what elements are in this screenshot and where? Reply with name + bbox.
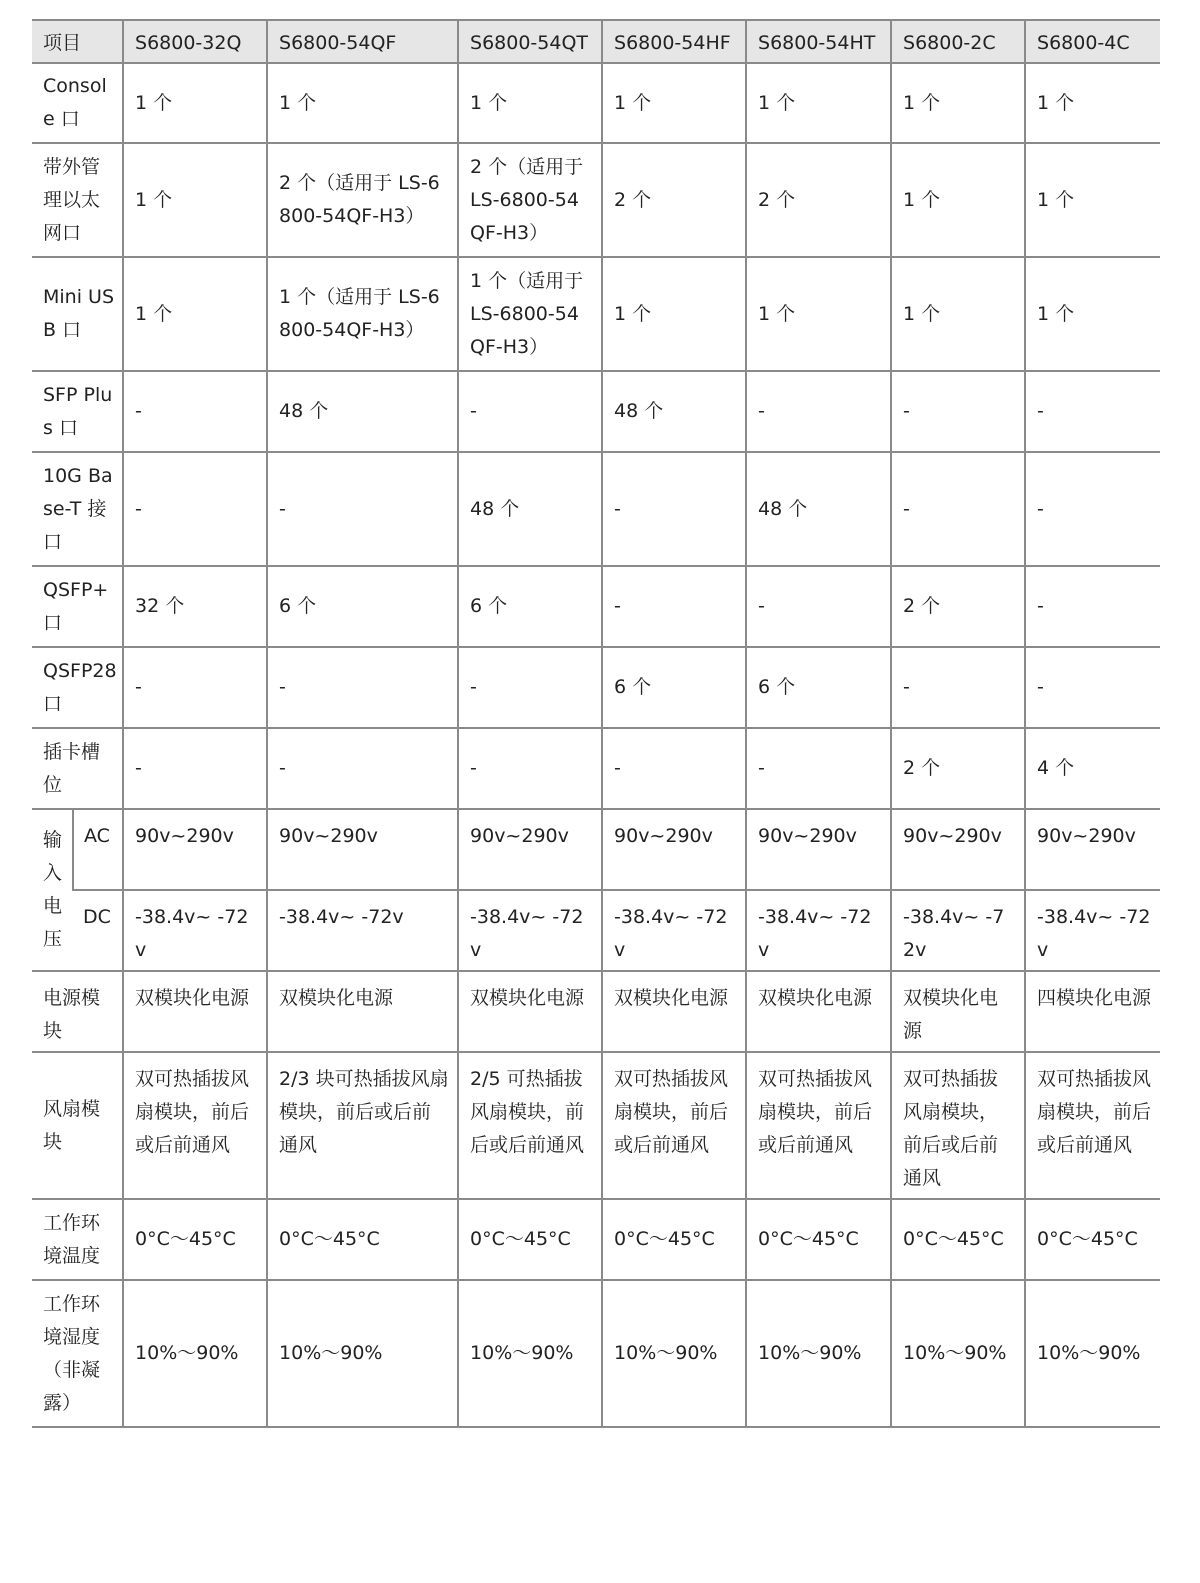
row-sublabel-ac: AC [73, 809, 123, 890]
table-row [32, 1052, 1160, 1199]
header-row [32, 20, 1160, 63]
table-cell: 1 个 [1025, 63, 1160, 143]
header-cell-model: S6800-2C [891, 20, 1025, 63]
table-cell: 6 个 [602, 647, 746, 728]
table-cell: 1 个（适用于 LS-6800-54QF-H3） [267, 257, 458, 371]
header-cell-model: S6800-32Q [123, 20, 267, 63]
table-cell: 1 个 [746, 63, 891, 143]
table-cell: -38.4v~ -72v [267, 890, 458, 971]
table-cell: - [1025, 371, 1160, 452]
table-cell: 90v~290v [891, 809, 1025, 890]
row-label: 风扇模块 [32, 1052, 123, 1199]
table-cell: 双模块化电源 [267, 971, 458, 1052]
table-cell: 1 个 [123, 63, 267, 143]
table-cell: 10%～90% [123, 1280, 267, 1427]
table-cell: 2 个（适用于 LS-6800-54QF-H3） [267, 143, 458, 257]
table-cell: 双模块化电源 [891, 971, 1025, 1052]
table-cell: 10%～90% [746, 1280, 891, 1427]
table-cell: -38.4v~ -72v [458, 890, 602, 971]
table-cell: 双可热插拔风扇模块，前后或后前通风 [1025, 1052, 1160, 1199]
row-label: 带外管理以太网口 [32, 143, 123, 257]
table-cell: 10%～90% [267, 1280, 458, 1427]
table-cell: 双模块化电源 [746, 971, 891, 1052]
table-cell: 90v~290v [123, 809, 267, 890]
table-cell: - [267, 647, 458, 728]
table-cell: 双模块化电源 [458, 971, 602, 1052]
table-row [32, 1199, 1160, 1280]
table-cell: 2/3 块可热插拔风扇模块，前后或后前通风 [267, 1052, 458, 1199]
table-cell: 48 个 [602, 371, 746, 452]
table-row [32, 728, 1160, 809]
table-cell: 1 个 [1025, 143, 1160, 257]
table-row-voltage-dc [32, 890, 1160, 971]
table-cell: 双模块化电源 [602, 971, 746, 1052]
table-cell: - [602, 452, 746, 566]
table-cell: 1 个 [891, 63, 1025, 143]
table-cell: -38.4v~ -72v [1025, 890, 1160, 971]
table-cell: - [746, 566, 891, 647]
table-cell: 2 个 [746, 143, 891, 257]
table-cell: - [123, 452, 267, 566]
table-row [32, 63, 1160, 143]
table-cell: 10%～90% [1025, 1280, 1160, 1427]
table-cell: 6 个 [267, 566, 458, 647]
table-cell: - [746, 728, 891, 809]
row-label: 电源模块 [32, 971, 123, 1052]
table-cell: 48 个 [746, 452, 891, 566]
table-cell: - [267, 728, 458, 809]
table-cell: 2 个 [891, 566, 1025, 647]
table-cell: 双模块化电源 [123, 971, 267, 1052]
table-cell: - [602, 566, 746, 647]
table-cell: 1 个 [123, 257, 267, 371]
table-cell: - [1025, 647, 1160, 728]
table-cell: - [746, 371, 891, 452]
table-cell: 1 个 [891, 257, 1025, 371]
table-cell: - [891, 647, 1025, 728]
table-cell: 双可热插拔风扇模块，前后或后前通风 [891, 1052, 1025, 1199]
table-cell: 0°C～45°C [1025, 1199, 1160, 1280]
header-cell-item: 项目 [32, 20, 123, 63]
table-cell: 2 个 [891, 728, 1025, 809]
row-sublabel-dc: DC [73, 890, 123, 971]
row-label: Console 口 [32, 63, 123, 143]
table-cell: 90v~290v [602, 809, 746, 890]
table-cell: 双可热插拔风扇模块，前后或后前通风 [602, 1052, 746, 1199]
table-cell: 48 个 [458, 452, 602, 566]
table-cell: 90v~290v [746, 809, 891, 890]
table-row-voltage-ac [32, 809, 1160, 890]
table-cell: - [1025, 566, 1160, 647]
table-cell: 1 个 [267, 63, 458, 143]
table-cell: 90v~290v [267, 809, 458, 890]
table-cell: 四模块化电源 [1025, 971, 1160, 1052]
table-cell: 1 个（适用于 LS-6800-54QF-H3） [458, 257, 602, 371]
header-cell-model: S6800-54HT [746, 20, 891, 63]
table-cell: 0°C～45°C [746, 1199, 891, 1280]
table-cell: - [891, 371, 1025, 452]
header-cell-model: S6800-4C [1025, 20, 1160, 63]
table-cell: - [891, 452, 1025, 566]
row-label: 10G Base-T 接口 [32, 452, 123, 566]
table-row [32, 452, 1160, 566]
table-cell: 90v~290v [458, 809, 602, 890]
table-cell: 6 个 [746, 647, 891, 728]
table-cell: 32 个 [123, 566, 267, 647]
row-label: 工作环境温度 [32, 1199, 123, 1280]
table-cell: 1 个 [123, 143, 267, 257]
header-cell-model: S6800-54QF [267, 20, 458, 63]
row-label: QSFP28 口 [32, 647, 123, 728]
table-row [32, 1280, 1160, 1427]
table-cell: 2 个 [602, 143, 746, 257]
table-cell: 0°C～45°C [602, 1199, 746, 1280]
table-cell: -38.4v~ -72v [602, 890, 746, 971]
table-cell: 6 个 [458, 566, 602, 647]
table-row [32, 971, 1160, 1052]
table-cell: - [458, 728, 602, 809]
row-label: Mini USB 口 [32, 257, 123, 371]
row-label-input-voltage: 输入电压 [32, 809, 73, 971]
row-label: 工作环境湿度（非凝露） [32, 1280, 123, 1427]
table-row [32, 371, 1160, 452]
table-row [32, 257, 1160, 371]
table-cell: 双可热插拔风扇模块，前后或后前通风 [746, 1052, 891, 1199]
table-cell: 1 个 [746, 257, 891, 371]
table-cell: - [458, 647, 602, 728]
table-cell: 2/5 可热插拔风扇模块，前后或后前通风 [458, 1052, 602, 1199]
table-cell: 10%～90% [891, 1280, 1025, 1427]
spec-table [32, 19, 1160, 1428]
table-cell: 0°C～45°C [458, 1199, 602, 1280]
table-cell: 0°C～45°C [891, 1199, 1025, 1280]
row-label: SFP Plus 口 [32, 371, 123, 452]
table-cell: -38.4v~ -72v [123, 890, 267, 971]
table-cell: -38.4v~ -72v [746, 890, 891, 971]
header-cell-model: S6800-54HF [602, 20, 746, 63]
table-cell: - [1025, 452, 1160, 566]
table-cell: - [267, 452, 458, 566]
table-cell: - [123, 371, 267, 452]
table-cell: - [602, 728, 746, 809]
table-cell: -38.4v~ -72v [891, 890, 1025, 971]
table-cell: 1 个 [602, 63, 746, 143]
table-cell: 0°C～45°C [123, 1199, 267, 1280]
table-cell: - [458, 371, 602, 452]
table-row [32, 566, 1160, 647]
table-cell: 4 个 [1025, 728, 1160, 809]
table-cell: 0°C～45°C [267, 1199, 458, 1280]
table-cell: - [123, 728, 267, 809]
table-cell: 1 个 [1025, 257, 1160, 371]
table-cell: 双可热插拔风扇模块，前后或后前通风 [123, 1052, 267, 1199]
table-cell: 1 个 [602, 257, 746, 371]
table-row [32, 143, 1160, 257]
table-cell: 10%～90% [458, 1280, 602, 1427]
row-label: 插卡槽位 [32, 728, 123, 809]
table-cell: 10%～90% [602, 1280, 746, 1427]
table-cell: 1 个 [891, 143, 1025, 257]
table-cell: - [123, 647, 267, 728]
table-cell: 90v~290v [1025, 809, 1160, 890]
table-cell: 2 个（适用于 LS-6800-54QF-H3） [458, 143, 602, 257]
table-cell: 1 个 [458, 63, 602, 143]
row-label: QSFP+ 口 [32, 566, 123, 647]
table-row [32, 647, 1160, 728]
header-cell-model: S6800-54QT [458, 20, 602, 63]
table-cell: 48 个 [267, 371, 458, 452]
